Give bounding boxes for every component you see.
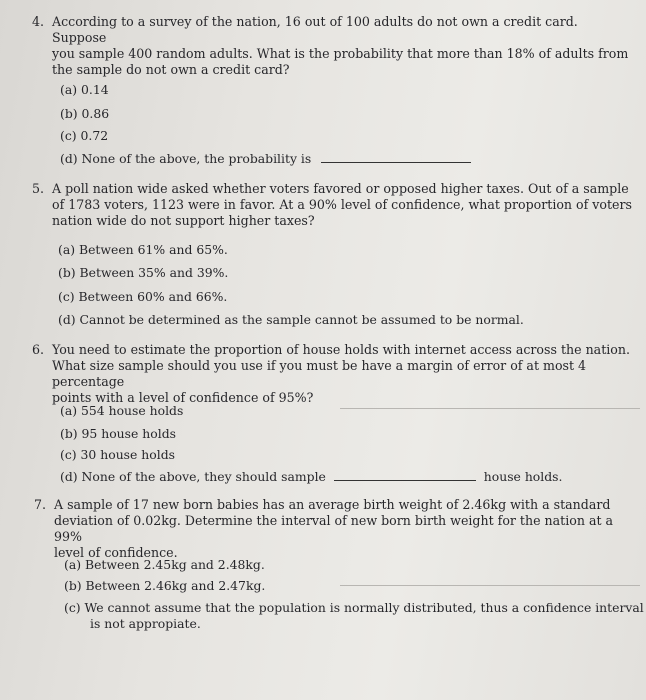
option-5a: (a) Between 61% and 65%.: [58, 242, 228, 257]
option-6d: [60, 469, 562, 485]
option-6c: (c) 30 house holds: [60, 447, 175, 462]
option-4b: (b) 0.86: [60, 106, 110, 121]
option-4c: (c) 0.72: [60, 128, 109, 143]
option-7a: (a) Between 2.45kg and 2.48kg.: [64, 557, 265, 572]
question-line: What size sample should you use if you must be have a margin of error of at most 4 percentage: [52, 358, 587, 389]
option-6a: (a) 554 house holds: [60, 403, 184, 418]
question-line: You need to estimate the proportion of house holds with internet access across the nation.: [52, 342, 630, 357]
option-suffix: house holds.: [483, 469, 563, 484]
question-text: [52, 14, 632, 78]
question-5: [32, 181, 632, 237]
option-7c: (c) We cannot assume that the population is normally distributed, thus a confidence interval: [64, 600, 644, 615]
question-4: [32, 14, 632, 77]
question-line: of 1783 voters, 1123 were in favor. At a 90% level of confidence, what proportion of voters: [52, 197, 632, 212]
question-number: 7.: [34, 497, 47, 512]
question-line: A poll nation wide asked whether voters favored or opposed higher taxes. Out of a sample: [52, 181, 629, 196]
question-6: [32, 342, 632, 405]
option-4a: (a) 0.14: [60, 82, 109, 97]
question-text: [52, 181, 632, 229]
question-number: 4.: [32, 14, 45, 29]
question-line: deviation of 0.02kg. Determine the interval of new born birth weight for the nation at a 99%: [54, 513, 614, 544]
option-7b: (b) Between 2.46kg and 2.47kg.: [64, 578, 266, 593]
faint-line: [340, 408, 640, 409]
question-number: 5.: [32, 181, 45, 196]
option-label: (d) None of the above, they should sample: [60, 469, 326, 484]
option-5d: (d) Cannot be determined as the sample cannot be assumed to be normal.: [58, 312, 524, 327]
question-text: [52, 342, 632, 406]
question-line: level of confidence.: [54, 545, 178, 560]
question-text: [54, 497, 634, 561]
question-line: nation wide do not support higher taxes?: [52, 213, 315, 228]
question-line: the sample do not own a credit card?: [52, 62, 290, 77]
question-7: [34, 497, 634, 560]
answer-blank[interactable]: [321, 161, 471, 163]
option-5b: (b) Between 35% and 39%.: [58, 265, 229, 280]
question-number: 6.: [32, 342, 45, 357]
option-4d: [60, 151, 471, 167]
option-7c-continuation: is not appropiate.: [90, 616, 201, 631]
faint-line: [340, 585, 640, 586]
option-label: (d) None of the above, the probability is: [60, 151, 312, 166]
option-6b: (b) 95 house holds: [60, 426, 176, 441]
option-5c: (c) Between 60% and 66%.: [58, 289, 228, 304]
answer-blank[interactable]: [334, 479, 476, 481]
question-line: you sample 400 random adults. What is the probability that more than 18% of adults from: [52, 46, 629, 61]
question-line: A sample of 17 new born babies has an average birth weight of 2.46kg with a standard: [54, 497, 611, 512]
question-line: According to a survey of the nation, 16 out of 100 adults do not own a credit card. Suppose: [52, 14, 578, 45]
question-line: points with a level of confidence of 95%?: [52, 390, 314, 405]
